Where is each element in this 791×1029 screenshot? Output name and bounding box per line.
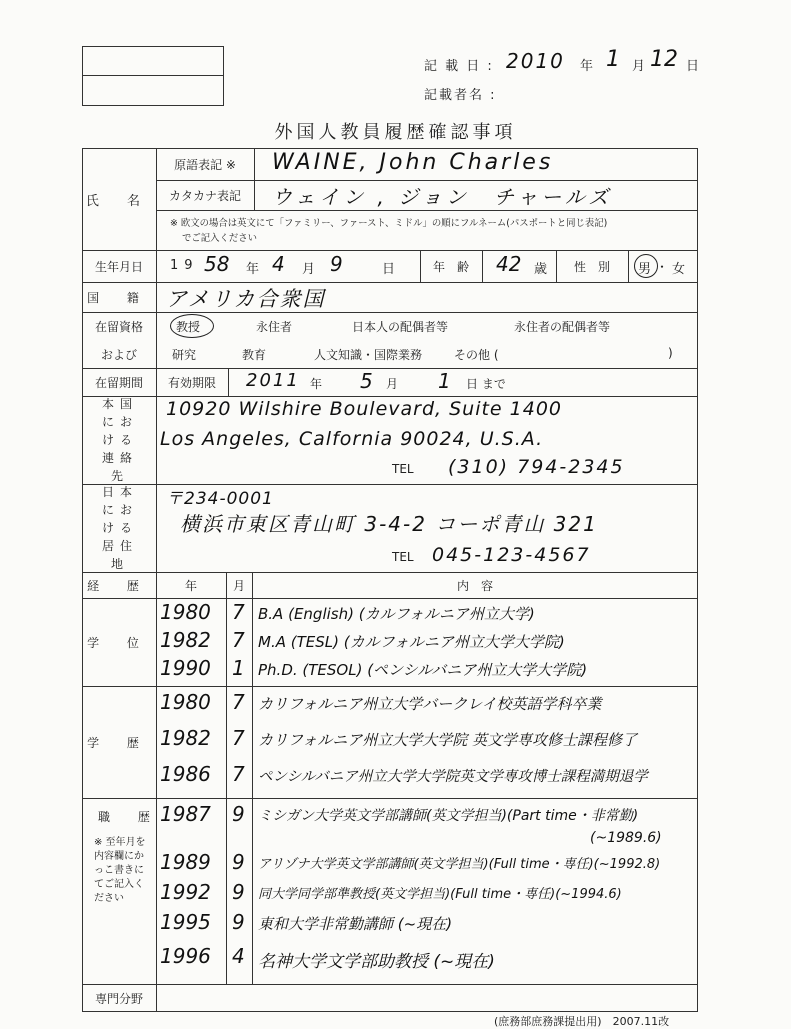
status-label-and: および: [100, 347, 137, 362]
birth-year-unit: 年: [246, 262, 260, 277]
education-content: ペンシルバニア州立大学大学院英文学専攻博士課程満期退学: [258, 769, 648, 785]
status-research: 研究: [172, 348, 197, 362]
degree-year: 1990: [160, 656, 211, 680]
employment-month: 9: [232, 802, 245, 826]
employment-label: 職 歴: [98, 810, 162, 824]
katakana-label: カタカナ表記: [168, 188, 241, 203]
education-label: 学 歴: [87, 735, 151, 750]
career-content-header: 内 容: [456, 578, 493, 593]
birth-month-unit: 月: [302, 262, 316, 277]
sex-label: 性 別: [573, 259, 610, 274]
career-year-header: 年: [184, 578, 197, 593]
employment-year: 1996: [160, 944, 211, 968]
stamp-box: [82, 46, 224, 106]
degree-content: Ph.D. (TESOL) (ペンシルバニア州立大学大学院): [258, 661, 588, 679]
employment-row: [160, 910, 696, 940]
employment-year: 1992: [160, 880, 211, 904]
employment-row: [160, 850, 696, 880]
degree-year: 1980: [160, 600, 211, 624]
stay-year: 2011: [246, 370, 300, 391]
status-label: 在留資格: [94, 319, 143, 334]
employment-row: [160, 944, 696, 978]
age-label: 年 齢: [432, 259, 469, 274]
degree-row: [160, 600, 696, 628]
status-education: 教育: [242, 348, 267, 362]
nationality-value: アメリカ合衆国: [166, 287, 326, 311]
employment-content: アリゾナ大学英文学部講師(英文学担当)(Full time・専任)(~1992.8): [258, 857, 661, 872]
date-month-unit: 月: [632, 59, 646, 74]
birth-month: 4: [272, 252, 285, 276]
status-professor: 教授: [176, 320, 201, 334]
birth-day: 9: [330, 252, 343, 276]
jp-tel-label: TEL: [392, 550, 414, 564]
name-section-label: 氏 名: [85, 193, 153, 209]
degree-year: 1982: [160, 628, 211, 652]
birth-year: 58: [204, 252, 230, 276]
employment-content: 東和大学非常勤講師 (~現在): [258, 915, 453, 933]
employment-note: ※ 至年月を内容欄にかっこ書きにてご記入ください: [94, 837, 146, 904]
education-year: 1982: [160, 726, 211, 750]
original-name-value: WAINE, John Charles: [272, 150, 554, 175]
employment-row: [160, 880, 696, 910]
writer-label: 記載者名 :: [424, 88, 497, 103]
stay-day-unit: 日 まで: [466, 377, 506, 391]
degree-month: 7: [232, 600, 245, 624]
katakana-value: ウェイン , ジョン チャールズ: [272, 185, 613, 209]
status-spouse-jp: 日本人の配偶者等: [352, 320, 449, 334]
jp-address-label: 日本における居住地: [101, 485, 138, 571]
degrees-label: 学 位: [87, 635, 151, 650]
degree-row: [160, 628, 696, 656]
jp-address-value: 横浜市東区青山町 3-4-2 コーポ青山 321: [180, 512, 598, 536]
date-month: 1: [606, 47, 620, 72]
status-spouse-perm: 永住者の配偶者等: [514, 320, 611, 334]
date-label: 記 載 日 :: [424, 59, 494, 74]
home-contact-line2: Los Angeles, Calfornia 90024, U.S.A.: [160, 428, 544, 450]
status-humanities: 人文知識・国際業務: [314, 348, 423, 362]
home-tel-label: TEL: [392, 462, 414, 476]
birth-day-unit: 日: [382, 262, 396, 277]
date-day-unit: 日: [686, 59, 700, 74]
original-name-label: 原語表記 ※: [174, 157, 236, 172]
degree-row: [160, 656, 696, 684]
birth-label: 生年月日: [94, 259, 143, 274]
career-label: 経 歴: [87, 578, 151, 593]
employment-year: 1995: [160, 910, 211, 934]
education-content: カリフォルニア州立大学バークレイ校英語学科卒業: [258, 695, 602, 713]
form-title: 外国人教員履歴確認事項: [274, 122, 517, 143]
education-month: 7: [232, 726, 245, 750]
degree-month: 7: [232, 628, 245, 652]
employment-month: 4: [232, 944, 245, 968]
birth-century: 19: [170, 258, 199, 273]
career-month-header: 月: [232, 578, 245, 593]
age-unit: 歳: [534, 262, 548, 277]
employment-month: 9: [232, 850, 245, 874]
sex-dot: ・: [656, 260, 669, 274]
stay-month: 5: [360, 369, 373, 393]
employment-month: 9: [232, 880, 245, 904]
education-content: カリフォルニア州立大学大学院 英文学専攻修士課程修了: [258, 731, 638, 749]
employment-content: 同大学同学部準教授(英文学担当)(Full time・専任)(~1994.6): [258, 887, 622, 902]
jp-postal: 〒234-0001: [166, 489, 274, 509]
employment-content: 名神大学文学部助教授 (~現在): [258, 952, 495, 972]
name-note-line2: でご記入ください: [182, 233, 258, 244]
employment-year: 1989: [160, 850, 211, 874]
home-tel-value: (310) 794-2345: [448, 456, 625, 478]
date-day: 12: [650, 47, 678, 72]
stay-valid-label: 有効期限: [167, 375, 216, 390]
degree-content: B.A (English) (カルフォルニア州立大学): [258, 605, 535, 623]
age-value: 42: [496, 252, 522, 276]
name-note-line1: ※ 欧文の場合は英文にて「ファミリー、ファースト、ミドル」の順にフルネーム(パスポートと同じ表記): [170, 218, 608, 229]
education-row: [160, 726, 696, 760]
education-month: 7: [232, 762, 245, 786]
employment-year: 1987: [160, 802, 211, 826]
education-row: [160, 690, 696, 724]
date-year: 2010: [506, 49, 565, 73]
education-year: 1986: [160, 762, 211, 786]
jp-tel-value: 045-123-4567: [432, 544, 591, 566]
status-other-close: ): [668, 346, 673, 360]
sex-female: 女: [672, 262, 686, 277]
status-other: その他 (: [454, 348, 499, 362]
sex-male: 男: [638, 262, 652, 277]
stay-label: 在留期間: [94, 375, 143, 390]
status-permanent: 永住者: [256, 320, 293, 334]
stay-day: 1: [438, 369, 451, 393]
stay-year-unit: 年: [310, 377, 323, 391]
home-contact-label: 本国における連絡先: [101, 397, 138, 483]
home-contact-line1: 10920 Wilshire Boulevard, Suite 1400: [166, 398, 563, 420]
stay-month-unit: 月: [386, 377, 399, 391]
education-month: 7: [232, 690, 245, 714]
date-year-unit: 年: [580, 59, 594, 74]
employment-row: [160, 802, 696, 850]
degree-content: M.A (TESL) (カルフォルニア州立大学大学院): [258, 633, 565, 651]
nationality-label: 国 籍: [87, 290, 151, 305]
education-row: [160, 762, 696, 796]
employment-month: 9: [232, 910, 245, 934]
footer-note: (庶務部庶務課提出用) 2007.11改: [494, 1015, 670, 1028]
specialty-label: 専門分野: [94, 991, 143, 1006]
degree-month: 1: [232, 656, 245, 680]
employment-content-continued: (~1989.6): [590, 830, 662, 846]
education-year: 1980: [160, 690, 211, 714]
employment-content: ミシガン大学英文学部講師(英文学担当)(Part time・非常勤): [258, 808, 639, 824]
